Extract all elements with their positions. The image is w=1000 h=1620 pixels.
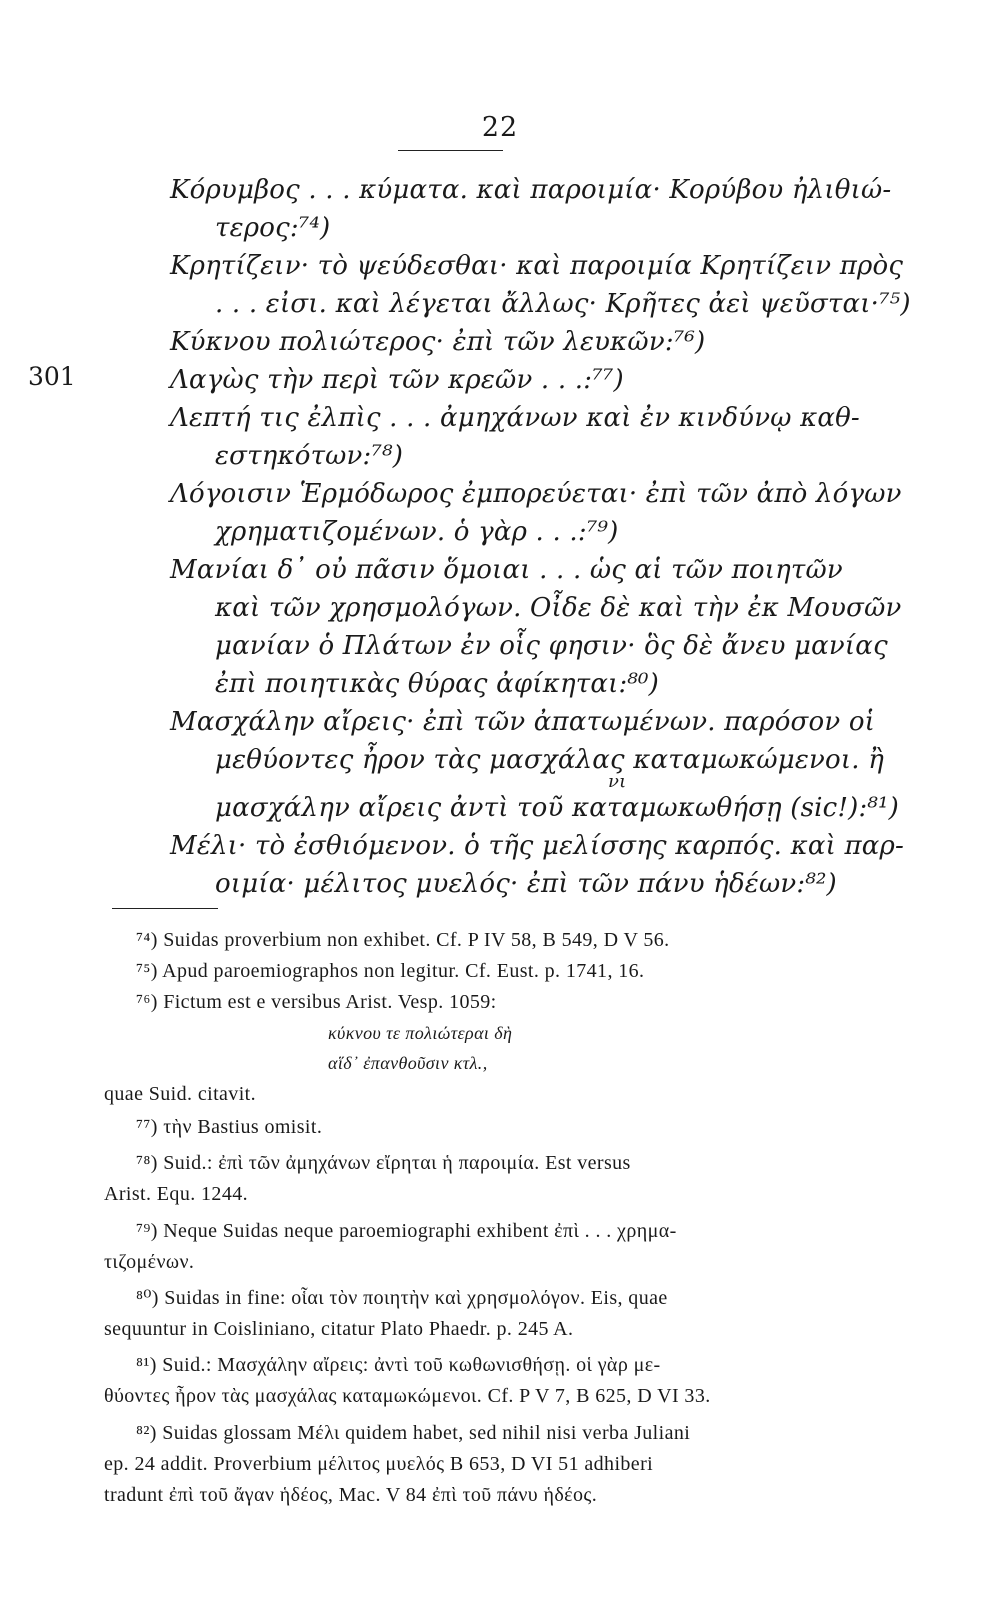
main-line: καὶ τῶν χρησμολόγων. Οἶδε δὲ καὶ τὴν ἐκ Μουσῶν bbox=[215, 593, 902, 623]
footnote-verse-line: αἵδ᾽ ἐπανθοῦσιν κτλ., bbox=[328, 1053, 488, 1073]
footnote-line: ep. 24 addit. Proverbium μέλιτος μυελός B 653, D VI 51 adhiberi bbox=[104, 1453, 654, 1475]
main-line: Κόρυμβος . . . κύματα. καὶ παροιμία· Κορύβου ἠλιθιώ- bbox=[170, 175, 892, 205]
footnote-line: ⁷⁹) Neque Suidas neque paroemiographi exhibent ἐπὶ . . . χρημα- bbox=[136, 1220, 677, 1242]
footnote-line: ⁷⁵) Apud paroemiographos non legitur. Cf. Eust. p. 1741, 16. bbox=[136, 960, 645, 982]
main-line: . . . εἰσι. καὶ λέγεται ἄλλως· Κρῆτες ἀεὶ ψεῦσται·⁷⁵) bbox=[215, 289, 911, 319]
footnote-line: ⁸²) Suidas glossam Μέλι quidem habet, sed nihil nisi verba Juliani bbox=[136, 1422, 691, 1444]
footnote-line: ⁸¹) Suid.: Μασχάλην αἴρεις: ἀντὶ τοῦ κωθωνισθήσῃ. οἱ γὰρ με- bbox=[136, 1354, 661, 1376]
main-line: Κύκνου πολιώτερος· ἐπὶ τῶν λευκῶν:⁷⁶) bbox=[170, 327, 706, 357]
margin-number: 301 bbox=[28, 362, 76, 391]
footnote-line: ⁷⁸) Suid.: ἐπὶ τῶν ἀμηχάνων εἴρηται ἡ παροιμία. Est versus bbox=[136, 1152, 631, 1174]
footnote-line: sequuntur in Coisliniano, citatur Plato Phaedr. p. 245 A. bbox=[104, 1318, 574, 1340]
main-line: Λεπτή τις ἐλπὶς . . . ἀμηχάνων καὶ ἐν κινδύνῳ καθ- bbox=[170, 403, 860, 433]
footnote-line: tradunt ἐπὶ τοῦ ἄγαν ἡδέος, Mac. V 84 ἐπὶ τοῦ πάνυ ἡδέος. bbox=[104, 1484, 598, 1506]
footnote-line: ⁷⁴) Suidas proverbium non exhibet. Cf. P IV 58, B 549, D V 56. bbox=[136, 929, 670, 951]
footnote-line: quae Suid. citavit. bbox=[104, 1083, 257, 1105]
main-line: Λόγοισιν Ἑρμόδωρος ἐμπορεύεται· ἐπὶ τῶν ἀπὸ λόγων bbox=[170, 479, 902, 509]
page-number: 22 bbox=[481, 112, 519, 143]
main-line: Μέλι· τὸ ἐσθιόμενον. ὁ τῆς μελίσσης καρπός. καὶ παρ- bbox=[170, 831, 904, 861]
footnote-line: τιζομένων. bbox=[104, 1251, 195, 1273]
footnote-separator bbox=[112, 908, 218, 909]
main-line: ἐπὶ ποιητικὰς θύρας ἀφίκηται:⁸⁰) bbox=[215, 669, 660, 699]
correction-mark: νι bbox=[608, 771, 627, 792]
main-line: μασχάλην αἴρεις ἀντὶ τοῦ καταμωκωθήσῃ (sic!):⁸¹) bbox=[215, 793, 899, 823]
main-line: Λαγὼς τὴν περὶ τῶν κρεῶν . . .:⁷⁷) bbox=[170, 365, 624, 395]
footnote-verse-line: κύκνου τε πολιώτεραι δὴ bbox=[328, 1023, 513, 1043]
footnote-line: ⁸⁰) Suidas in fine: οἷαι τὸν ποιητὴν καὶ χρησμολόγον. Eis, quae bbox=[136, 1287, 668, 1309]
main-line: μεθύοντες ἦρον τὰς μασχάλας καταμωκώμενοι. ἢ bbox=[215, 745, 884, 775]
footnote-line: θύοντες ἦρον τὰς μασχάλας καταμωκώμενοι. Cf. P V 7, B 625, D VI 33. bbox=[104, 1385, 711, 1407]
main-line: Μασχάλην αἴρεις· ἐπὶ τῶν ἀπατωμένων. παρόσον οἱ bbox=[170, 707, 876, 737]
footnote-line: ⁷⁷) τὴν Bastius omisit. bbox=[136, 1116, 323, 1138]
page-number-rule bbox=[398, 150, 503, 151]
main-line: Κρητίζειν· τὸ ψεύδεσθαι· καὶ παροιμία Κρητίζειν πρὸς bbox=[170, 251, 904, 281]
main-line: χρηματιζομένων. ὁ γὰρ . . .:⁷⁹) bbox=[215, 517, 619, 547]
footnote-line: ⁷⁶) Fictum est e versibus Arist. Vesp. 1059: bbox=[136, 991, 497, 1013]
main-line: εστηκότων:⁷⁸) bbox=[215, 441, 404, 471]
footnote-line: Arist. Equ. 1244. bbox=[104, 1183, 249, 1205]
main-line: μανίαν ὁ Πλάτων ἐν οἷς φησιν· ὃς δὲ ἄνευ μανίας bbox=[215, 631, 888, 661]
main-line: οιμία· μέλιτος μυελός· ἐπὶ τῶν πάνυ ἡδέων:⁸²) bbox=[215, 869, 837, 899]
main-line: Μανίαι δ᾽ οὐ πᾶσιν ὅμοιαι . . . ὡς αἱ τῶν ποιητῶν bbox=[170, 555, 843, 585]
main-line: τερος:⁷⁴) bbox=[215, 213, 331, 243]
